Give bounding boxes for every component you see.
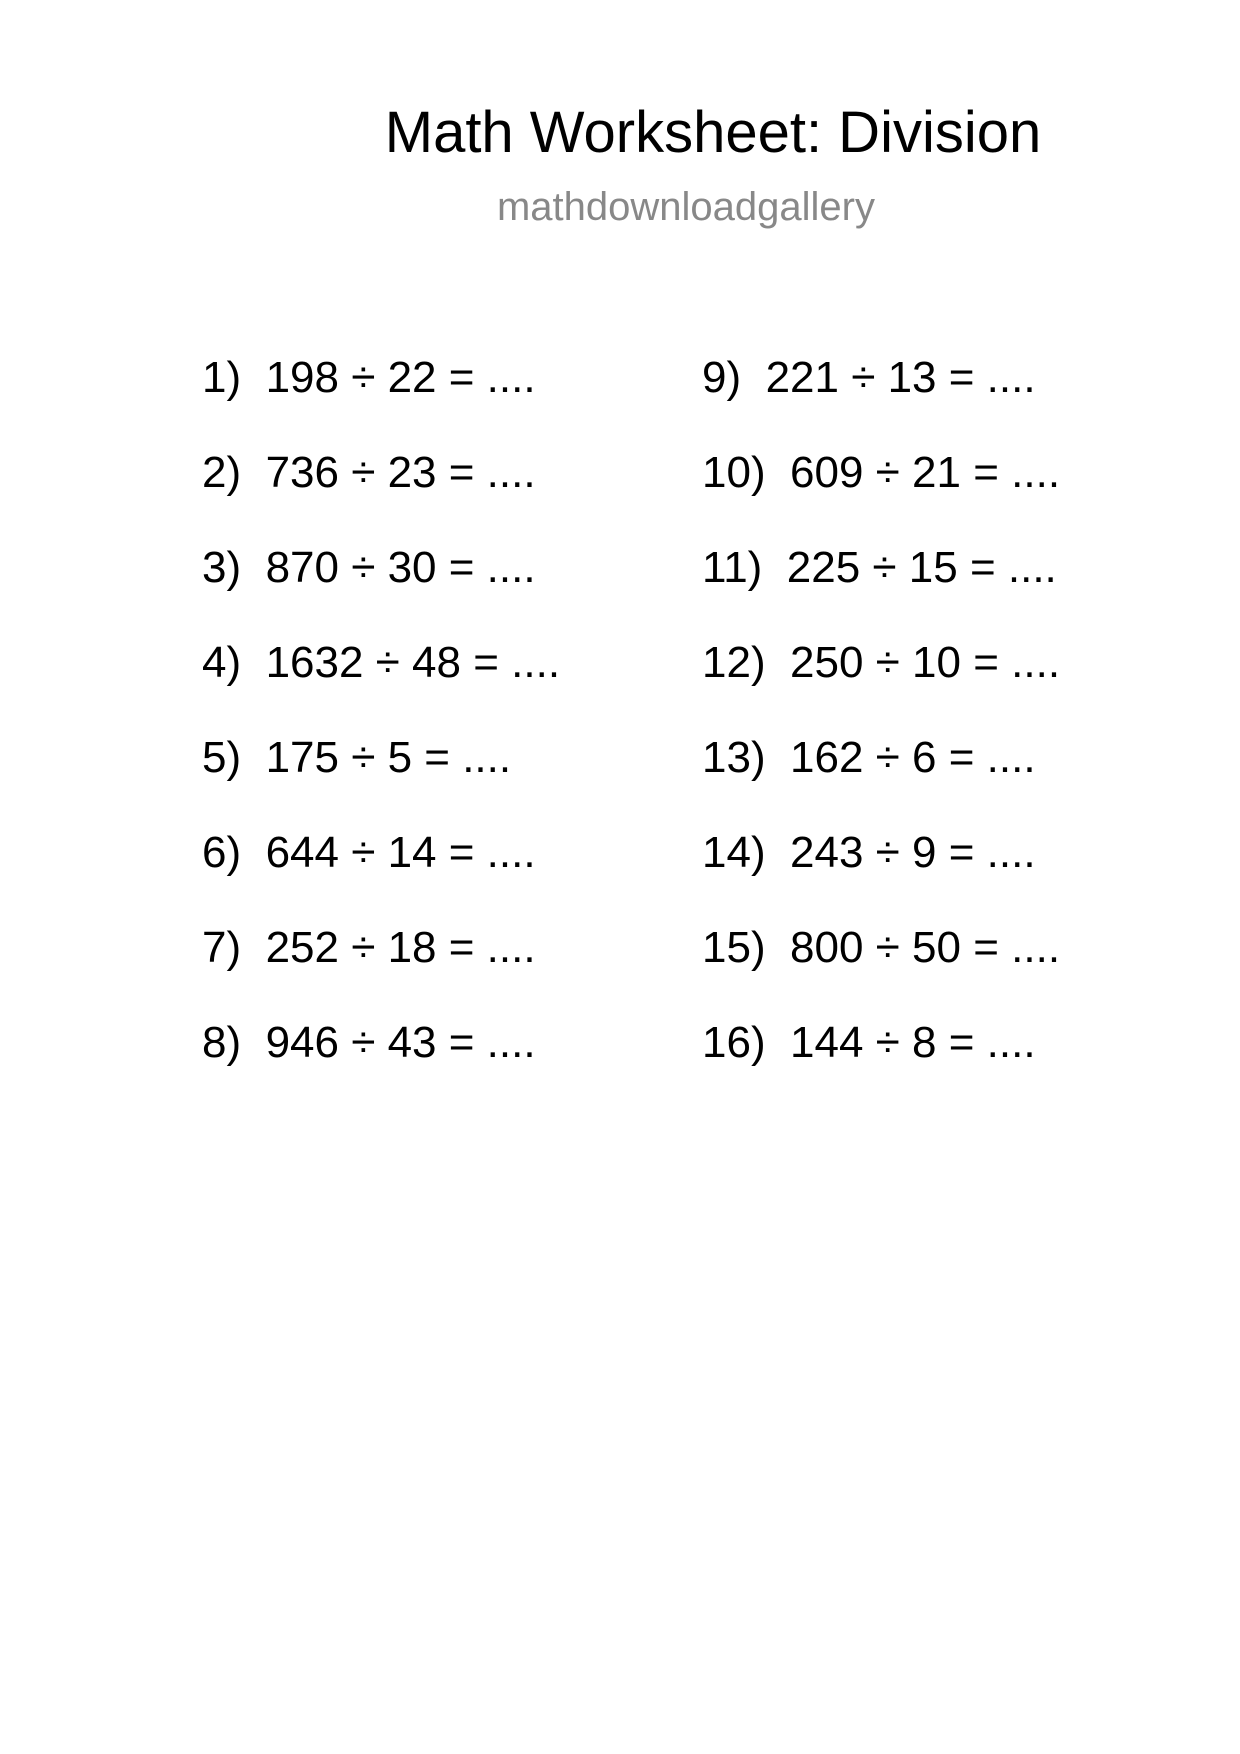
problem-expression: 1632 ÷ 48 = .... — [265, 638, 561, 687]
problem-item — [702, 1017, 1060, 1112]
problem-item — [702, 637, 1060, 732]
problem-item — [702, 352, 1060, 447]
problem-expression: 252 ÷ 18 = .... — [265, 923, 536, 972]
problem-number: 7) — [202, 923, 242, 972]
problem-expression: 250 ÷ 10 = .... — [790, 638, 1061, 687]
problem-expression: 221 ÷ 13 = .... — [765, 353, 1036, 402]
problem-item — [202, 447, 560, 542]
problem-expression: 198 ÷ 22 = .... — [265, 353, 536, 402]
problem-number: 8) — [202, 1018, 242, 1067]
problem-item — [702, 922, 1060, 1017]
problem-expression: 800 ÷ 50 = .... — [790, 923, 1061, 972]
problems-right-column — [702, 352, 1060, 1112]
problem-number: 13) — [702, 733, 766, 782]
problem-item — [202, 732, 560, 827]
problem-item — [202, 1017, 560, 1112]
problem-expression: 144 ÷ 8 = .... — [790, 1018, 1036, 1067]
problem-expression: 736 ÷ 23 = .... — [265, 448, 536, 497]
problem-item — [702, 827, 1060, 922]
problem-number: 10) — [702, 448, 766, 497]
problem-number: 16) — [702, 1018, 766, 1067]
problem-expression: 225 ÷ 15 = .... — [786, 543, 1057, 592]
problems-left-column — [202, 352, 560, 1112]
problem-expression: 946 ÷ 43 = .... — [265, 1018, 536, 1067]
worksheet-title: Math Worksheet: Division — [384, 100, 1042, 165]
worksheet-subtitle: mathdownloadgallery — [496, 185, 875, 229]
problem-number: 4) — [202, 638, 242, 687]
problem-item — [202, 922, 560, 1017]
problem-number: 12) — [702, 638, 766, 687]
problem-item — [202, 542, 560, 637]
problem-item — [202, 637, 560, 732]
problem-number: 9) — [702, 353, 742, 402]
problem-item — [702, 732, 1060, 827]
problem-number: 5) — [202, 733, 242, 782]
problem-number: 2) — [202, 448, 242, 497]
problem-number: 11) — [702, 543, 763, 592]
problem-number: 1) — [202, 353, 242, 402]
problem-item — [702, 542, 1060, 637]
problem-expression: 870 ÷ 30 = .... — [265, 543, 536, 592]
problem-item — [202, 352, 560, 447]
problem-number: 15) — [702, 923, 766, 972]
problem-number: 3) — [202, 543, 242, 592]
problem-number: 6) — [202, 828, 242, 877]
problem-expression: 644 ÷ 14 = .... — [265, 828, 536, 877]
problem-expression: 162 ÷ 6 = .... — [790, 733, 1036, 782]
problem-number: 14) — [702, 828, 766, 877]
problem-item — [202, 827, 560, 922]
problem-item — [702, 447, 1060, 542]
problem-expression: 243 ÷ 9 = .... — [790, 828, 1036, 877]
problem-expression: 609 ÷ 21 = .... — [790, 448, 1061, 497]
problem-expression: 175 ÷ 5 = .... — [265, 733, 512, 782]
